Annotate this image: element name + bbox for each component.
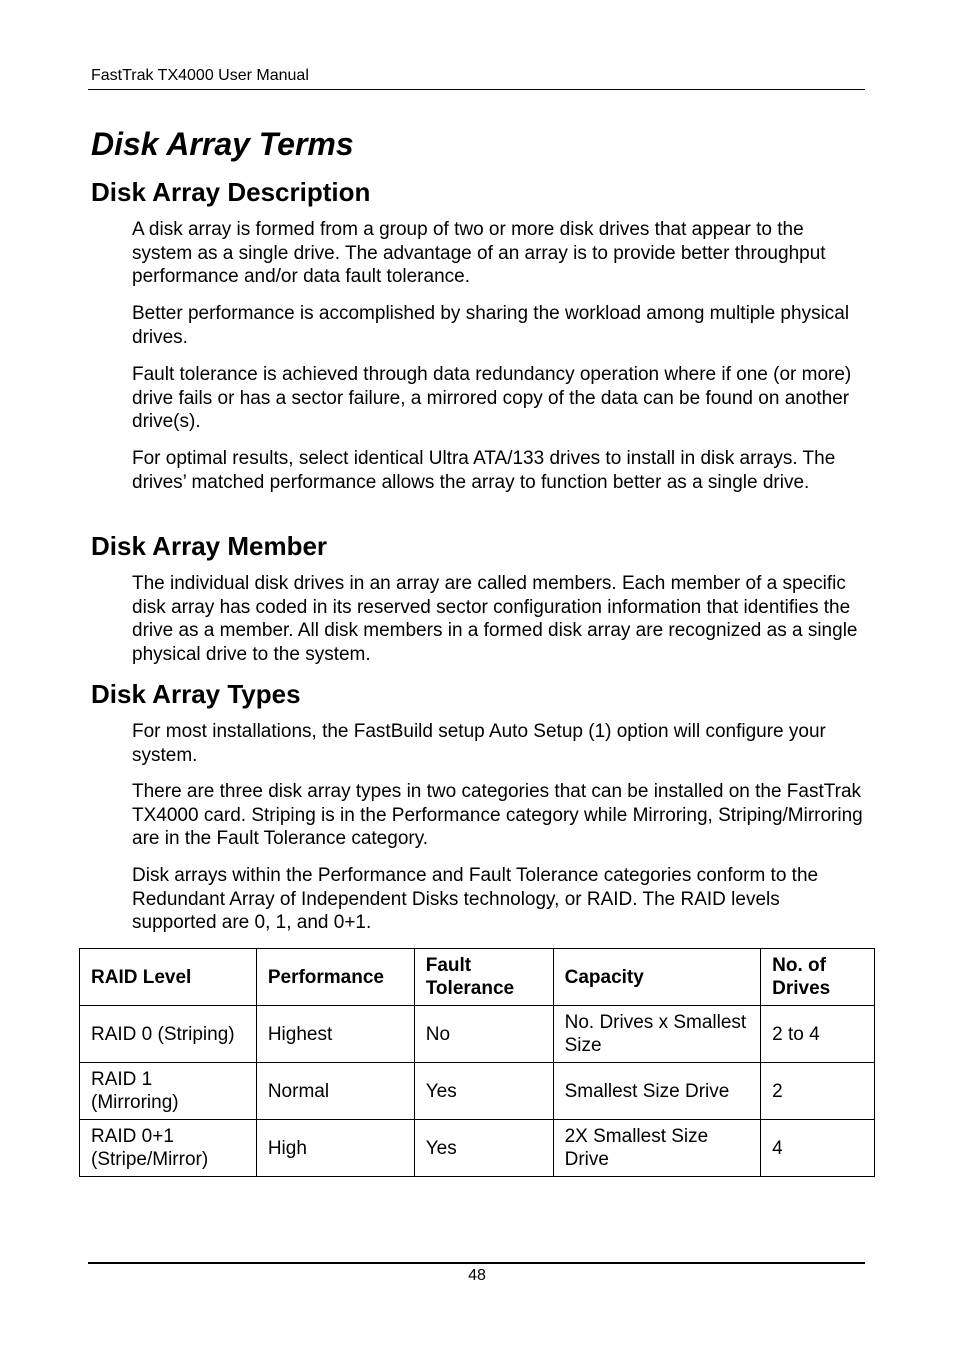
table-cell-performance: Normal <box>256 1063 414 1120</box>
types-paragraph: There are three disk array types in two categories that can be installed on the FastTrak TX4000 card. Striping is in the Performance category while Mirroring, Striping/Mirroring are in the Fault Tolerance category. <box>132 781 863 849</box>
section-heading-types: Disk Array Types <box>91 679 301 709</box>
page-number: 48 <box>468 1267 486 1284</box>
column-header-fault-tolerance: Fault Tolerance <box>414 949 553 1006</box>
section-heading-member: Disk Array Member <box>91 531 328 561</box>
table-row <box>80 1006 875 1063</box>
table-header-row <box>80 949 875 1006</box>
description-paragraph: For optimal results, select identical Ultra ATA/133 drives to install in disk arrays. The drives’ matched performance allows the array to function better as a single drive. <box>132 448 836 493</box>
description-paragraph: Fault tolerance is achieved through data redundancy operation where if one (or more) drive fails or has a sector failure, a mirrored copy of the data can be found on another drive(s). <box>132 364 852 432</box>
section-heading-description: Disk Array Description <box>91 177 371 207</box>
footer-rule <box>88 1262 865 1264</box>
raid-levels-table <box>79 948 875 1177</box>
table-cell-performance: High <box>256 1120 414 1177</box>
table-cell-capacity: Smallest Size Drive <box>553 1063 761 1120</box>
table-cell-raid-level: RAID 0 (Striping) <box>80 1006 257 1063</box>
table-cell-drive-count: 4 <box>761 1120 875 1177</box>
running-header: FastTrak TX4000 User Manual <box>91 67 309 84</box>
table-cell-raid-level: RAID 1 (Mirroring) <box>80 1063 257 1120</box>
table-cell-capacity: No. Drives x Smallest Size <box>553 1006 761 1063</box>
column-header-raid-level: RAID Level <box>80 949 257 1006</box>
table-cell-capacity: 2X Smallest Size Drive <box>553 1120 761 1177</box>
member-paragraph: The individual disk drives in an array are called members. Each member of a specific disk array has coded in its reserved sector configuration information that identifies the drive as a member. All disk members in a formed disk array are recognized as a single physical drive to the system. <box>132 573 858 665</box>
header-rule <box>88 89 865 90</box>
column-header-capacity: Capacity <box>553 949 761 1006</box>
table-row <box>80 1120 875 1177</box>
table-row <box>80 1063 875 1120</box>
table-cell-raid-level: RAID 0+1 (Stripe/Mirror) <box>80 1120 257 1177</box>
page-title: Disk Array Terms <box>91 126 354 162</box>
types-paragraph: For most installations, the FastBuild setup Auto Setup (1) option will configure your system. <box>132 721 826 766</box>
column-header-performance: Performance <box>256 949 414 1006</box>
column-header-drive-count: No. of Drives <box>761 949 875 1006</box>
table-cell-fault-tolerance: Yes <box>414 1120 553 1177</box>
description-paragraph: Better performance is accomplished by sharing the workload among multiple physical drives. <box>132 303 850 348</box>
description-paragraph: A disk array is formed from a group of two or more disk drives that appear to the system as a single drive. The advantage of an array is to provide better throughput performance and/or data fault tolerance. <box>132 219 826 287</box>
types-paragraph: Disk arrays within the Performance and Fault Tolerance categories conform to the Redundant Array of Independent Disks technology, or RAID. The RAID levels supported are 0, 1, and 0+1. <box>132 865 819 933</box>
table-cell-drive-count: 2 to 4 <box>761 1006 875 1063</box>
table-cell-fault-tolerance: No <box>414 1006 553 1063</box>
table-cell-performance: Highest <box>256 1006 414 1063</box>
table-cell-drive-count: 2 <box>761 1063 875 1120</box>
table-cell-fault-tolerance: Yes <box>414 1063 553 1120</box>
